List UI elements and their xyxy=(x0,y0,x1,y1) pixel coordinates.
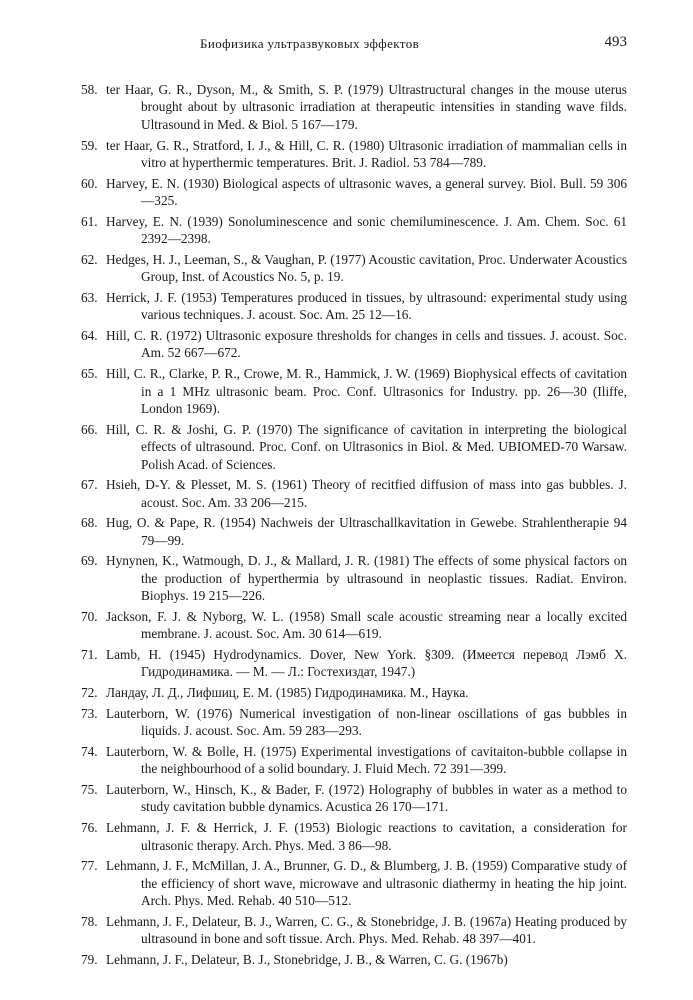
reference-text: Lehmann, J. F. & Herrick, J. F. (1953) Biologic reactions to cavitation, a consideration for ultrasonic therapy. Arch. Phys. Med. 3 86—98. xyxy=(106,820,627,853)
reference-text: Lamb, H. (1945) Hydrodynamics. Dover, New York. §309. (Имеется перевод Лэмб Х. Гидродинамика. — М. — Л.: Гостехиздат, 1947.) xyxy=(106,647,627,680)
reference-58 xyxy=(0,81,627,133)
reference-number: 72. xyxy=(81,685,98,701)
reference-number: 68. xyxy=(81,515,98,531)
reference-text: Hynynen, K., Watmough, D. J., & Mallard, J. R. (1981) The effects of some physical factors on the production of hyperthermia by ultrasound in neoplastic tissues. Radiat. Environ. Biophys. 19 215—226. xyxy=(106,553,627,604)
reference-text: Ландау, Л. Д., Лифшиц, Е. М. (1985) Гидродинамика. М., Наука. xyxy=(106,685,469,701)
reference-number: 71. xyxy=(81,647,98,663)
reference-text: Lehmann, J. F., Delateur, B. J., Stonebridge, J. B., & Warren, C. G. (1967b) xyxy=(106,951,508,967)
reference-65 xyxy=(0,365,627,417)
reference-66 xyxy=(0,421,627,473)
reference-number: 63. xyxy=(81,289,98,305)
reference-text: Hill, C. R. & Joshi, G. P. (1970) The significance of cavitation in interpreting the biological effects of ultrasound. Proc. Conf. on Ultrasonics in Biol. & Med. UBIOMED-70 Warsaw. Polish Acad. of Sciences. xyxy=(106,421,627,472)
reference-number: 58. xyxy=(81,82,98,97)
reference-74 xyxy=(0,743,627,778)
reference-text: Lehmann, J. F., Delateur, B. J., Warren, C. G., & Stonebridge, J. B. (1967a) Heating produced by ultrasound in bone and soft tissue. Arch. Phys. Med. Rehab. 48 397—401. xyxy=(106,913,627,947)
reference-77 xyxy=(0,857,627,909)
reference-text: Hill, C. R. (1972) Ultrasonic exposure thresholds for changes in cells and tissues. J. acoust. Soc. Am. 52 667—672. xyxy=(106,328,627,361)
reference-79 xyxy=(0,951,627,968)
reference-number: 76. xyxy=(81,820,98,836)
reference-text: Hedges, H. J., Leeman, S., & Vaughan, P. (1977) Acoustic cavitation, Proc. Underwater Acoustics Group, Inst. of Acoustics No. 5, p. 19. xyxy=(106,251,627,285)
reference-67 xyxy=(0,476,627,511)
reference-text: Lauterborn, W. (1976) Numerical investigation of non-linear oscillations of gas bubbles in liquids. J. acoust. Soc. Am. 59 283—293. xyxy=(106,705,627,739)
reference-text: Harvey, E. N. (1930) Biological aspects of ultrasonic waves, a general survey. Biol. Bull. 59 306—325. xyxy=(106,175,627,209)
reference-text: Hsieh, D-Y. & Plesset, M. S. (1961) Theory of recitfied diffusion of mass into gas bubbles. J. acoust. Soc. Am. 33 206—215. xyxy=(106,477,627,510)
reference-number: 67. xyxy=(81,477,98,493)
reference-number: 62. xyxy=(81,251,98,267)
reference-71 xyxy=(0,646,627,681)
reference-number: 59. xyxy=(81,137,98,153)
reference-number: 60. xyxy=(81,175,98,191)
running-head xyxy=(0,36,693,58)
reference-72 xyxy=(0,684,627,701)
reference-text: Jackson, F. J. & Nyborg, W. L. (1958) Small scale acoustic streaming near a locally excited membrane. J. acoust. Soc. Am. 30 614—619. xyxy=(106,608,627,642)
reference-number: 69. xyxy=(81,553,98,569)
reference-number: 77. xyxy=(81,858,98,874)
reference-number: 70. xyxy=(81,608,98,624)
page-number: 493 xyxy=(604,34,627,50)
reference-78 xyxy=(0,913,627,948)
reference-text: Hill, C. R., Clarke, P. R., Crowe, M. R., Hammick, J. W. (1969) Biophysical effects of cavitation in a 1 MHz ultrasonic beam. Proc. Conf. Ultrasonics for Industry. pp. 26—30 (Iliffe, London 1969). xyxy=(106,366,627,416)
reference-text: Lauterborn, W., Hinsch, K., & Bader, F. (1972) Holography of bubbles in water as a method to study cavitation bubble dynamics. Acustica 26 170—171. xyxy=(106,782,627,815)
reference-number: 61. xyxy=(81,213,98,229)
reference-text: Herrick, J. F. (1953) Temperatures produced in tissues, by ultrasound: experimental study using various techniques. J. acoust. Soc. Am. 25 12—16. xyxy=(106,289,627,323)
reference-text: ter Haar, G. R., Dyson, M., & Smith, S. P. (1979) Ultrastructural changes in the mouse uterus brought about by ultrasonic irradiation at therapeutic intensities in standing wave filds. Ultrasound in Med. & Biol. 5 167—179. xyxy=(106,82,627,132)
reference-text: Hug, O. & Pape, R. (1954) Nachweis der Ultraschallkavitation in Gewebe. Strahlentherapie 94 79—99. xyxy=(106,515,627,548)
reference-number: 79. xyxy=(81,951,98,967)
running-title: Биофизика ультразвуковых эффектов xyxy=(200,36,420,51)
reference-63 xyxy=(0,289,627,324)
reference-73 xyxy=(0,705,627,740)
reference-number: 65. xyxy=(81,366,98,382)
reference-text: ter Haar, G. R., Stratford, I. J., & Hill, C. R. (1980) Ultrasonic irradiation of mammalian cells in vitro at hyperthermic temperatures. Brit. J. Radiol. 53 784—789. xyxy=(106,137,627,170)
reference-number: 66. xyxy=(81,421,98,437)
reference-number: 78. xyxy=(81,913,98,929)
reference-number: 74. xyxy=(81,743,98,759)
reference-76 xyxy=(0,819,627,854)
reference-68 xyxy=(0,514,627,549)
reference-text: Harvey, E. N. (1939) Sonoluminescence and sonic chemiluminescence. J. Am. Chem. Soc. 61 2392—2398. xyxy=(106,213,627,247)
reference-69 xyxy=(0,552,627,604)
reference-text: Lehmann, J. F., McMillan, J. A., Brunner, G. D., & Blumberg, J. B. (1959) Comparative study of the efficiency of short wave, microwave and ultrasonic diathermy in heating the hip joint. Arch. Phys. Med. Rehab. 40 510—512. xyxy=(106,858,627,909)
reference-64 xyxy=(0,327,627,362)
reference-number: 73. xyxy=(81,705,98,721)
reference-59 xyxy=(0,137,627,172)
reference-number: 75. xyxy=(81,782,98,798)
reference-text: Lauterborn, W. & Bolle, H. (1975) Experimental investigations of cavitaiton-bubble collapse in the neighbourhood of a solid boundary. J. Fluid Mech. 72 391—399. xyxy=(106,743,627,777)
reference-60 xyxy=(0,175,627,210)
reference-list xyxy=(0,81,693,972)
reference-61 xyxy=(0,213,627,248)
reference-75 xyxy=(0,781,627,816)
reference-62 xyxy=(0,251,627,286)
reference-number: 64. xyxy=(81,328,98,344)
reference-70 xyxy=(0,608,627,643)
